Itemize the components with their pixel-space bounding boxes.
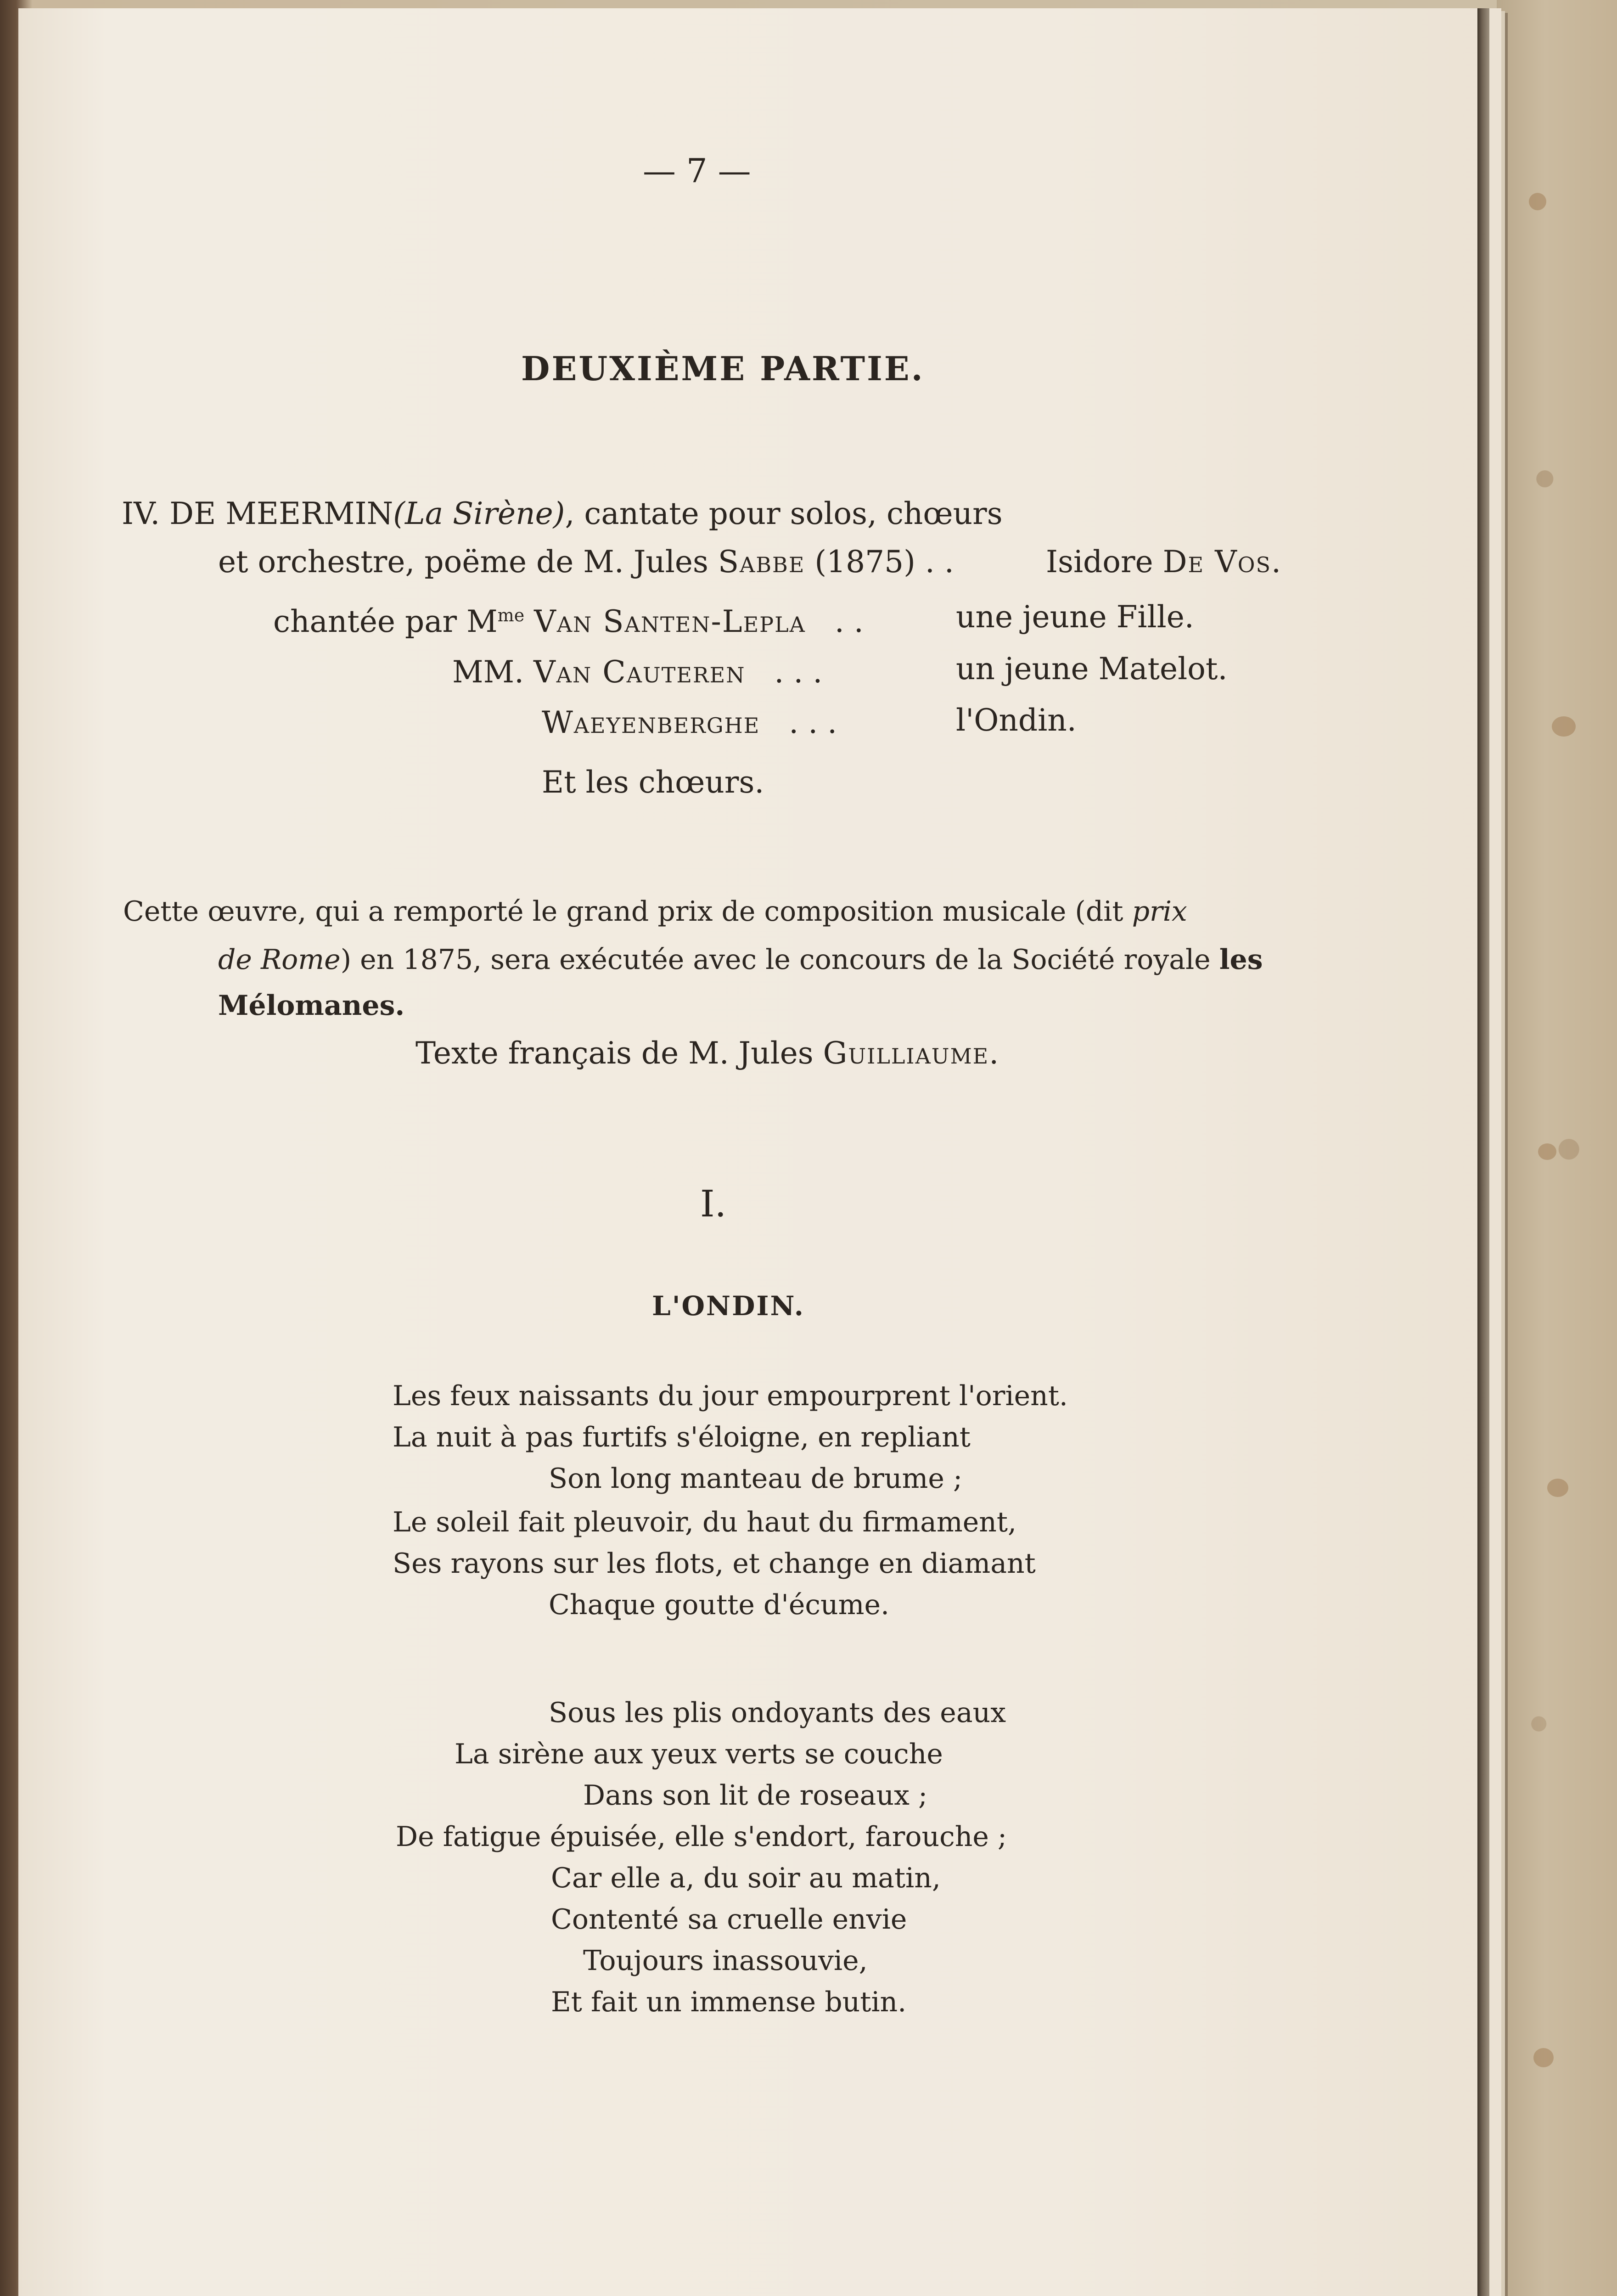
leader-dots: . . .	[789, 705, 837, 740]
mm-label: MM.	[452, 654, 524, 690]
book-cover-edge	[1497, 0, 1617, 2296]
note-italic-2: de Rome	[218, 944, 341, 976]
singer-3: Waeyenberghe	[542, 705, 760, 740]
verse-line: Toujours inassouvie,	[583, 1945, 868, 1977]
sung-by-label: chantée par M	[273, 604, 498, 639]
note-bold-1: les	[1219, 944, 1263, 976]
foxing-stain	[1552, 716, 1576, 737]
composer-first-name: Isidore	[1046, 544, 1153, 580]
choirs-line: Et les chœurs.	[542, 765, 764, 800]
translation-text: Texte français de M. Jules	[415, 1035, 814, 1071]
verse-line: Chaque goutte d'écume.	[549, 1589, 890, 1621]
role-3: l'Ondin.	[956, 703, 1077, 738]
composer-credit	[1046, 544, 1282, 580]
note-line-3	[218, 990, 404, 1022]
verse-line: Dans son lit de roseaux ;	[583, 1779, 928, 1812]
section-number: I.	[700, 1182, 727, 1225]
work-second-line	[218, 544, 954, 580]
note-italic-1: prix	[1132, 895, 1187, 928]
role-2: un jeune Matelot.	[956, 651, 1228, 687]
verse-line: La sirène aux yeux verts se couche	[455, 1738, 943, 1770]
leader-dots: . .	[925, 544, 954, 580]
page-edge-shadow	[1477, 8, 1489, 2296]
work-number: IV.	[122, 496, 160, 531]
note-text-1: Cette œuvre, qui a remporté le grand prix de composition musicale (dit	[123, 895, 1123, 928]
singer-2: Van Cauteren	[533, 654, 746, 690]
cast-row-1	[273, 604, 864, 639]
work-description: , cantate pour solos, chœurs	[565, 496, 1003, 531]
note-text-2: ) en 1875, sera exécutée avec le concours de la Société royale	[340, 944, 1211, 976]
cast-row-3	[542, 705, 837, 740]
work-poem-credit: et orchestre, poëme de M. Jules	[218, 544, 708, 580]
mme-superscript: me	[497, 605, 525, 625]
role-1: une jeune Fille.	[956, 599, 1194, 635]
foxing-stain	[1529, 193, 1546, 210]
verse-line: Car elle a, du soir au matin,	[551, 1862, 941, 1894]
verse-line: Et fait un immense butin.	[551, 1986, 907, 2018]
foxing-stain	[1547, 1479, 1568, 1497]
leader-dots: . .	[834, 604, 864, 639]
foxing-stain	[1533, 2048, 1554, 2067]
work-title-line	[122, 496, 1003, 531]
work-subtitle: (La Sirène)	[393, 496, 565, 531]
translator-name: Guilliaume.	[823, 1035, 1000, 1071]
foxing-stain	[1538, 1143, 1556, 1160]
note-line-1	[123, 895, 1187, 928]
verse-line: De fatigue épuisée, elle s'endort, farouche ;	[396, 1821, 1007, 1853]
leader-dots: . . .	[774, 654, 823, 690]
section-title: L'ONDIN.	[652, 1290, 805, 1322]
translation-credit	[415, 1035, 999, 1071]
poet-name: Sabbe	[718, 544, 805, 580]
verse-line: Ses rayons sur les flots, et change en diamant	[393, 1548, 1036, 1580]
verse-line: Sous les plis ondoyants des eaux	[549, 1697, 1006, 1729]
verse-line: Les feux naissants du jour empourprent l'orient.	[393, 1380, 1068, 1412]
composer-last-name: De Vos.	[1162, 544, 1282, 580]
verse-line: Son long manteau de brume ;	[549, 1463, 963, 1495]
cast-row-2	[452, 654, 822, 690]
singer-1: Van Santen-Lepla	[534, 604, 806, 639]
verse-line: Le soleil fait pleuvoir, du haut du firmament,	[393, 1506, 1017, 1538]
verse-line: La nuit à pas furtifs s'éloigne, en repliant	[393, 1421, 971, 1453]
work-year: (1875)	[814, 544, 915, 580]
work-title: DE MEERMIN	[169, 496, 393, 531]
page-number: — 7 —	[643, 152, 751, 190]
note-bold-2: Mélomanes.	[218, 990, 405, 1022]
verse-line: Contenté sa cruelle envie	[551, 1903, 907, 1936]
note-line-2	[218, 944, 1263, 976]
part-title: DEUXIÈME PARTIE.	[521, 349, 925, 388]
